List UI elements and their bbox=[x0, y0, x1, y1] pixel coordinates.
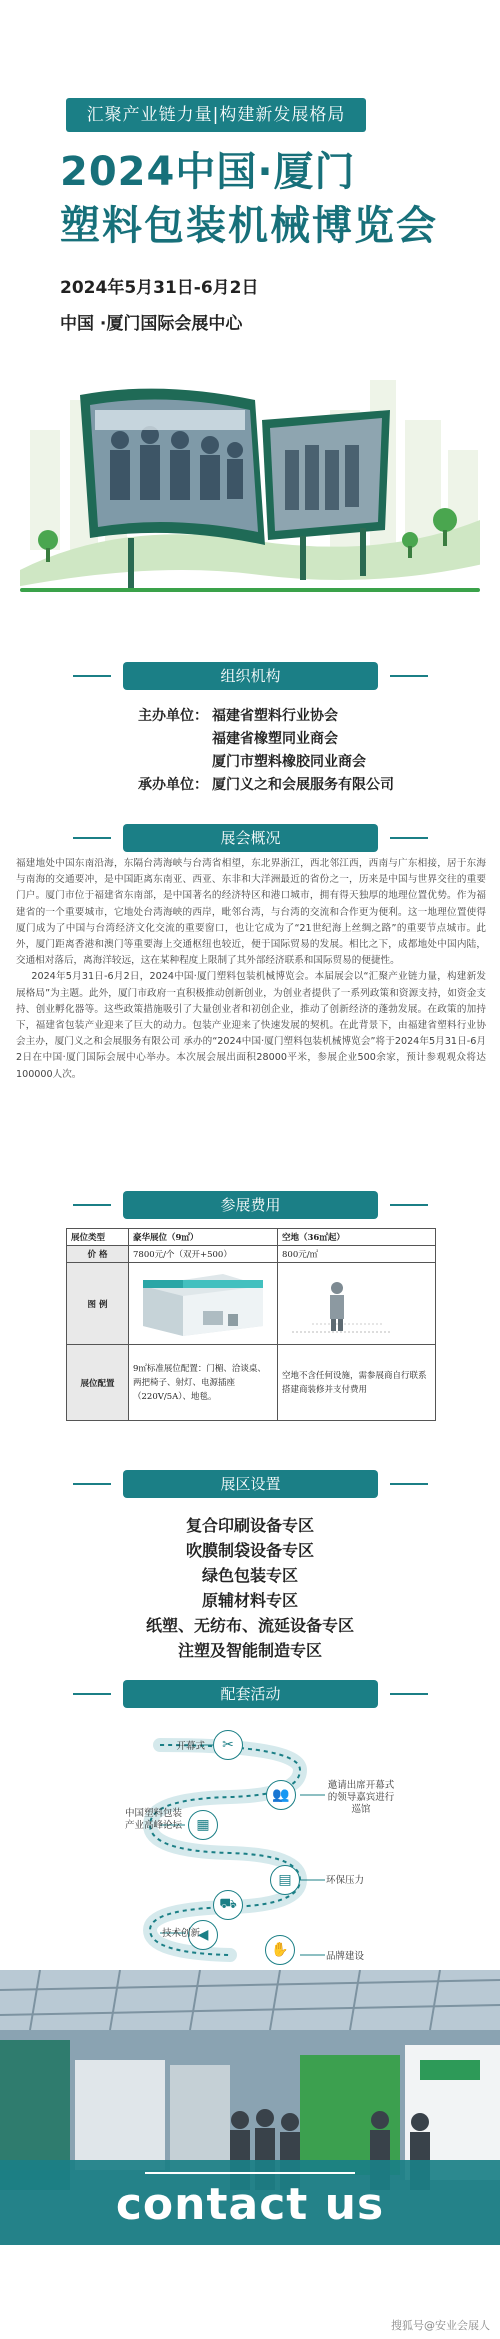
event-title-line2: 塑料包装机械博览会 bbox=[60, 203, 438, 249]
raw-space-illustration bbox=[282, 1266, 402, 1338]
zone-item: 吹膜制袋设备专区 bbox=[185, 1541, 314, 1560]
activity-label: 环保压力 bbox=[326, 1875, 365, 1886]
megaphone-icon: ◀ bbox=[188, 1920, 218, 1950]
overview-text bbox=[16, 856, 486, 1083]
activity-label: 开幕式 bbox=[176, 1741, 205, 1752]
standard-config: 9㎡标准展位配置：门楣、洽谈桌、两把椅子、射灯、电源插座（220V/5A）、地毯。 bbox=[129, 1345, 278, 1421]
host-1: 福建省塑料行业协会 bbox=[212, 708, 338, 724]
raw-config: 空地不含任何设施，需参展商自行联系搭建商装修并支付费用 bbox=[278, 1345, 436, 1421]
watermark: 搜狐号@安业会展人 bbox=[391, 2319, 490, 2332]
table-row bbox=[67, 1246, 436, 1263]
table-row bbox=[67, 1345, 436, 1421]
table-row bbox=[67, 1229, 436, 1246]
slogan-banner: 汇聚产业链力量|构建新发展格局 bbox=[66, 98, 366, 132]
host-2: 福建省橡塑同业商会 bbox=[212, 731, 338, 747]
raw-space-image bbox=[278, 1263, 436, 1345]
contact-us-banner: contact us bbox=[115, 2179, 385, 2230]
zone-item: 注塑及智能制造专区 bbox=[177, 1641, 322, 1660]
raw-space-name: 空地（36㎡起） bbox=[278, 1229, 436, 1246]
document-icon: ▤ bbox=[270, 1865, 300, 1895]
price-label: 价 格 bbox=[67, 1246, 129, 1263]
event-date: 2024年5月31日-6月2日 bbox=[60, 278, 259, 298]
zone-item: 纸塑、无纺布、流延设备专区 bbox=[145, 1616, 354, 1635]
standard-booth-image bbox=[129, 1263, 278, 1345]
organizer-name: 厦门义之和会展服务有限公司 bbox=[212, 777, 394, 793]
zone-item: 复合印刷设备专区 bbox=[185, 1516, 314, 1535]
handshake-icon: ✋ bbox=[265, 1935, 295, 1965]
section-heading-fees: 参展费用 bbox=[123, 1191, 378, 1219]
fee-table bbox=[66, 1228, 436, 1421]
activity-label: 邀请出席开幕式的领导嘉宾进行巡馆 bbox=[327, 1780, 395, 1815]
host-3: 厦门市塑料橡胶同业商会 bbox=[212, 754, 366, 770]
example-label: 图 例 bbox=[67, 1263, 129, 1345]
section-heading-activities: 配套活动 bbox=[123, 1680, 378, 1708]
event-venue: 中国 ·厦门国际会展中心 bbox=[60, 314, 243, 334]
truck-icon: ⛟ bbox=[213, 1890, 243, 1920]
activity-label: 品牌建设 bbox=[326, 1951, 365, 1962]
table-row bbox=[67, 1263, 436, 1345]
booth-illustration bbox=[133, 1266, 273, 1338]
presentation-icon: ▦ bbox=[188, 1810, 218, 1840]
col-type-header: 展位类型 bbox=[67, 1229, 129, 1246]
people-icon: 👥 bbox=[266, 1780, 296, 1810]
section-heading-overview: 展会概况 bbox=[123, 824, 378, 852]
activity-label: 技术创新 bbox=[161, 1928, 200, 1939]
scissors-icon: ✂ bbox=[213, 1730, 243, 1760]
section-heading-organization: 组织机构 bbox=[123, 662, 378, 690]
overview-paragraph-1: 福建地处中国东南沿海，东隔台湾海峡与台湾省相望，东北界浙江，西北邻江西，西南与广东相接，居于东海与南海的交通要冲，是中国距离东南亚、西亚、东非和大洋洲最近的省份之一，历来是中国与世界交往的重要门户。厦门市位于福建省东南部，是中国著名的经济特区和港口城市，拥有得天独厚的地理位置优势。作为福建省的一个重要城市，它地处台湾海峡的西岸，毗邻台湾，与台湾的交流和合作更为便利。这一地理位置使得厦门成为了中国与台湾经济文化交流的重要窗口，也让它成为了“21世纪海上丝绸之路”的重要节点城市。此外，厦门距离香港和澳门等重要海上交通枢纽也较近，便于国际贸易的发展。相比之下，成都地处中国内陆，交通相对落后，离海洋较远，这在某种程度上限制了其外部经济联系和国际贸易的便捷性。 bbox=[16, 858, 486, 967]
activity-label: 中国塑料包装产业高峰论坛 bbox=[124, 1808, 182, 1831]
footer-band bbox=[0, 2245, 500, 2339]
config-label: 展位配置 bbox=[67, 1345, 129, 1421]
activities-flow-diagram bbox=[0, 1715, 500, 1965]
section-heading-zones: 展区设置 bbox=[123, 1470, 378, 1498]
standard-booth-name: 豪华展位（9㎡） bbox=[129, 1229, 278, 1246]
hero-banner bbox=[0, 0, 500, 640]
raw-price: 800元/㎡ bbox=[278, 1246, 436, 1263]
zone-item: 原辅材料专区 bbox=[201, 1591, 298, 1610]
host-label: 主办单位： bbox=[138, 708, 208, 724]
event-title-line1: 2024中国·厦门 bbox=[60, 149, 356, 195]
overview-paragraph-2: 2024年5月31日-6月2日，2024中国·厦门塑料包装机械博览会。本届展会以“汇聚产业链力量，构建新发展格局”为主题。此外，厦门市政府一直积极推动创新创业，为创业者提供了一系列政策和资源支持，如资金支持、创业孵化器等。这些政策措施吸引了大量创业者和初创企业，推动了创新经济的蓬勃发展。在政策的加持下，福建省包装产业迎来了巨大的动力。包装产业迎来了快速发展的契机。在此背景下，由福建省塑料行业协会主办，厦门义之和会展服务有限公司 承办的“2024中国·厦门塑料包装机械博览会”将于2024年5月31日-6月2日在中国·厦门国际会展中心举办。本次展会展出面积28000平米，参展企业500余家，预计参观观众将达100000人次。 bbox=[16, 971, 486, 1080]
standard-price: 7800元/个（双开+500） bbox=[129, 1246, 278, 1263]
zone-item: 绿色包装专区 bbox=[201, 1566, 298, 1585]
organizer-label: 承办单位： bbox=[138, 777, 208, 793]
